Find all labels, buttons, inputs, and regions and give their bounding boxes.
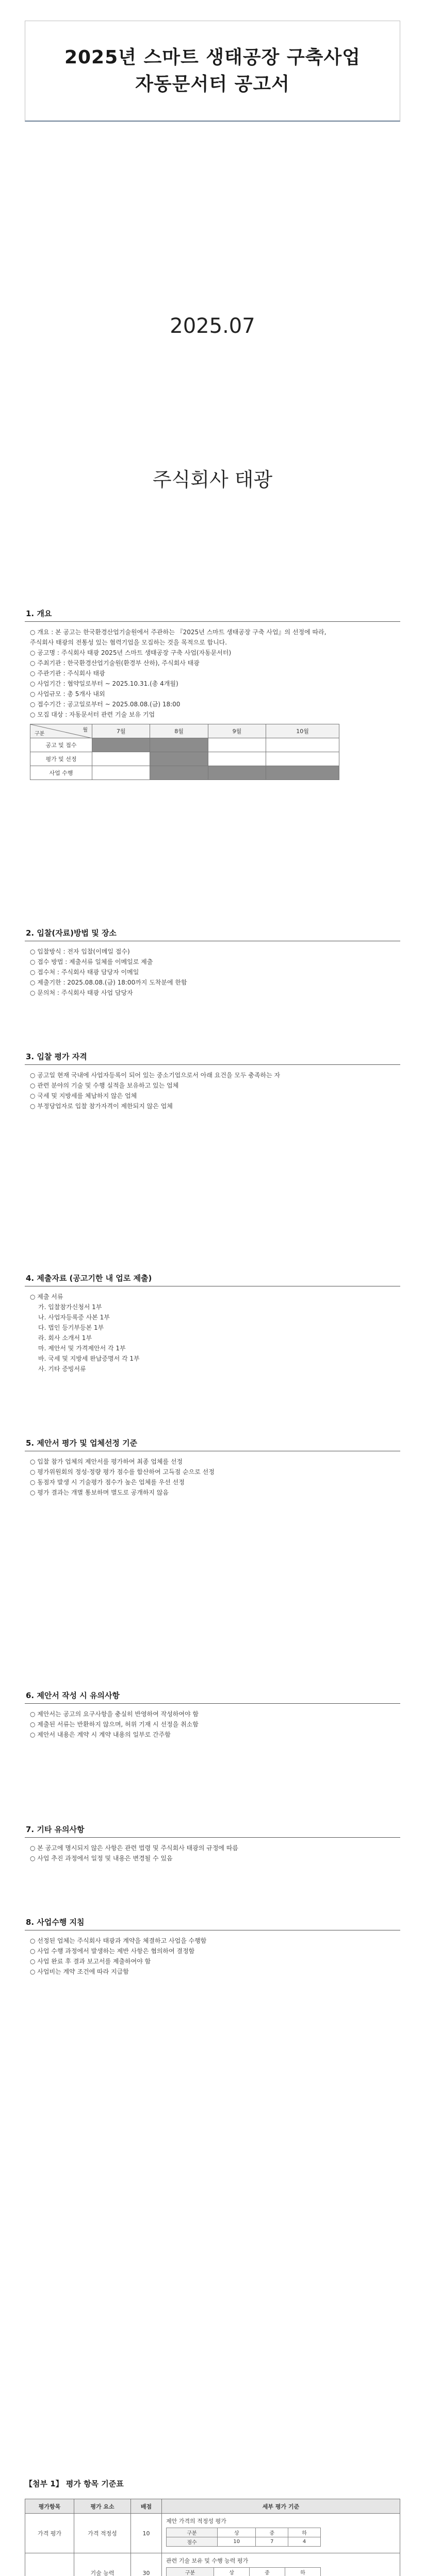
section-line: ○ 사업 추진 과정에서 일정 및 내용은 변경될 수 있음: [30, 1855, 173, 1862]
schedule-cell: [266, 752, 339, 766]
section-line: ○ 사업규모 : 총 5개사 내외: [30, 690, 105, 698]
section-title: 1. 개요: [25, 608, 400, 622]
section-line: ○ 관련 분야의 기술 및 수행 실적을 보유하고 있는 업체: [30, 1082, 179, 1089]
mini-cell: 상: [214, 2568, 250, 2576]
mini-cell: 7: [256, 2537, 288, 2547]
cover-title-line1: 2025년 스마트 생태공장 구축사업: [64, 46, 361, 68]
section-proposal-notes: [25, 1690, 400, 1740]
cover-title-box: [25, 21, 400, 122]
section-line: ○ 평가 결과는 개별 통보하며 별도로 공개하지 않음: [30, 1489, 169, 1496]
section-lines: [25, 1843, 400, 1863]
section-line: ○ 공고일 현재 국내에 사업자등록이 되어 있는 중소기업으로서 아래 요건을 모두 충족하는 자: [30, 1072, 281, 1079]
section-line: 가. 입찰참가신청서 1부: [38, 1303, 102, 1311]
section-line: ○ 입찰 참가 업체의 제안서를 평가하여 최종 업체를 선정: [30, 1458, 183, 1465]
criteria-row: [25, 2514, 400, 2553]
section-line: ○ 제안서 내용은 계약 시 계약 내용의 일부로 간주함: [30, 1731, 171, 1738]
section-line: ○ 접수 방법 : 제출서류 일체를 이메일로 제출: [30, 958, 153, 965]
section-line: ○ 주관기관 : 주식회사 태광: [30, 670, 105, 677]
schedule-cell: [92, 738, 150, 752]
section-line: 사. 기타 증빙서류: [38, 1365, 86, 1372]
schedule-month: 9월: [208, 724, 266, 738]
cover-title-line2: 자동문서터 공고서: [135, 73, 290, 95]
section-bidding-method: [25, 927, 400, 998]
mini-cell: 하: [285, 2568, 321, 2576]
criteria-score: 30: [131, 2553, 162, 2576]
schedule-row: [30, 766, 339, 780]
criteria-header: 평가 요소: [74, 2499, 131, 2514]
section-title: 8. 사업수행 지침: [25, 1917, 400, 1930]
mini-cell: 중: [256, 2528, 288, 2537]
schedule-row-label: 평가 및 선정: [30, 752, 92, 766]
criteria-desc-line: 관련 기술 보유 및 수행 능력 평가: [166, 2557, 249, 2564]
section-line: ○ 국세 및 지방세를 체납하지 않은 업체: [30, 1092, 137, 1099]
schedule-cell: [92, 766, 150, 780]
schedule-cell: [92, 752, 150, 766]
section-lines: [25, 1456, 400, 1498]
criteria-desc-line: 제안 가격의 적정성 평가: [166, 2518, 226, 2524]
attachment-title: 【첨부 1】 평가 항목 기준표: [25, 2479, 124, 2488]
criteria-category: 가격 평가: [25, 2514, 74, 2553]
section-line: ○ 동점자 발생 시 기술평가 점수가 높은 업체를 우선 선정: [30, 1479, 185, 1486]
mini-cell: 상: [218, 2528, 256, 2537]
section-line: ○ 제출기한 : 2025.08.08.(금) 18:00까지 도착분에 한함: [30, 979, 187, 986]
section-line: ○ 입찰방식 : 전자 입찰(이메일 접수): [30, 948, 130, 955]
section-title: 6. 제안서 작성 시 유의사항: [25, 1690, 400, 1704]
section-line: ○ 사업 완료 후 결과 보고서를 제출하여야 함: [30, 1958, 151, 1965]
schedule-month: 10월: [266, 724, 339, 738]
section-line: ○ 접수기간 : 공고일로부터 ~ 2025.08.08.(금) 18:00: [30, 701, 181, 708]
criteria-score: 10: [131, 2514, 162, 2553]
section-line: ○ 부정당업자로 입찰 참가자격이 제한되지 않은 업체: [30, 1103, 173, 1110]
section-line: ○ 개요 : 본 공고는 한국환경산업기술원에서 주관하는 『2025년 스마트 생태공장 구축 사업』의 선정에 따라,: [30, 629, 326, 636]
score-mini-table: [166, 2567, 321, 2576]
section-line: 나. 사업자등록증 사본 1부: [38, 1314, 110, 1321]
schedule-corner-cell: [30, 724, 92, 738]
schedule-cell: [150, 752, 208, 766]
section-line: ○ 주최기관 : 한국환경산업기술원(환경부 산하), 주식회사 태광: [30, 659, 200, 667]
section-title: 3. 입찰 평가 자격: [25, 1051, 400, 1065]
section-other-notes: [25, 1824, 400, 1863]
criteria-header: 평가항목: [25, 2499, 74, 2514]
mini-cell: 점수: [167, 2537, 218, 2547]
schedule-row-label: 사업 수행: [30, 766, 92, 780]
section-line: ○ 사업비는 계약 조건에 따라 지급함: [30, 1968, 129, 1975]
criteria-description: [162, 2514, 400, 2553]
criteria-description: [162, 2553, 400, 2576]
section-eligibility: [25, 1051, 400, 1212]
schedule-month: 7월: [92, 724, 150, 738]
schedule-cell: [208, 752, 266, 766]
section-lines: [25, 1070, 400, 1111]
mini-cell: 구분: [167, 2528, 218, 2537]
cover-date: 2025.07: [170, 314, 255, 338]
criteria-element: 기술 능력: [74, 2553, 131, 2576]
section-line: ○ 선정된 업체는 주식회사 태광과 계약을 체결하고 사업을 수행함: [30, 1937, 207, 1944]
section-line: 다. 법인 등기부등본 1부: [38, 1324, 104, 1331]
section-title: 4. 제출자료 (공고기한 내 업로 제출): [25, 1273, 400, 1286]
schedule-cell: [266, 766, 339, 780]
section-line: 라. 회사 소개서 1부: [38, 1334, 92, 1342]
section-lines: [25, 1709, 400, 1740]
score-mini-table: [166, 2528, 321, 2547]
section-lines: [25, 946, 400, 998]
cover-organization: 주식회사 태광: [152, 468, 273, 491]
schedule-cell: [208, 766, 266, 780]
mini-cell: 4: [288, 2537, 321, 2547]
section-line: ○ 문의처 : 주식회사 태광 사업 담당자: [30, 989, 133, 996]
mini-cell: 하: [288, 2528, 321, 2537]
schedule-cell: [150, 766, 208, 780]
section-line: ○ 사업 수행 과정에서 발생하는 제반 사항은 협의하여 결정함: [30, 1947, 195, 1955]
schedule-corner-top: 월: [83, 727, 88, 733]
section-line: 마. 제안서 및 가격제안서 각 1부: [38, 1345, 126, 1352]
schedule-row-label: 공고 및 접수: [30, 738, 92, 752]
section-title: 2. 입찰(자료)방법 및 장소: [25, 927, 400, 941]
section-lines: [25, 1292, 400, 1374]
section-line: ○ 모집 대상 : 자동문서터 관련 기술 보유 기업: [30, 711, 155, 718]
schedule-row: [30, 752, 339, 766]
section-title: 7. 기타 유의사항: [25, 1824, 400, 1838]
schedule-table: [30, 724, 339, 780]
section-line: 주식회사 태광의 전통성 있는 협력기업을 모집하는 것을 목적으로 합니다.: [30, 639, 227, 646]
criteria-header: 세부 평가 기준: [162, 2499, 400, 2514]
section-submission: [25, 1273, 400, 1374]
section-evaluation: [25, 1437, 400, 1498]
criteria-table: [25, 2499, 400, 2576]
section-line: ○ 제출된 서류는 반환하지 않으며, 허위 기재 시 선정을 취소함: [30, 1721, 199, 1728]
mini-cell: 10: [218, 2537, 256, 2547]
section-line: ○ 제출 서류: [30, 1293, 63, 1300]
section-line: ○ 본 공고에 명시되지 않은 사항은 관련 법령 및 주식회사 태광의 규정에 따름: [30, 1844, 239, 1852]
section-line: ○ 접수처 : 주식회사 태광 담당자 이메일: [30, 969, 139, 976]
section-line: ○ 평가위원회의 정성·정량 평가 점수를 합산하여 고득점 순으로 선정: [30, 1468, 215, 1476]
mini-cell: 중: [250, 2568, 285, 2576]
schedule-month: 8월: [150, 724, 208, 738]
section-lines: [25, 627, 400, 720]
blank-space: [30, 1114, 391, 1212]
schedule-cell: [208, 738, 266, 752]
section-line: ○ 제안서는 공고의 요구사항을 충실히 반영하여 작성하여야 함: [30, 1710, 199, 1718]
section-lines: [25, 1936, 400, 1977]
section-line: ○ 사업기간 : 협약일로부터 ~ 2025.10.31.(총 4개월): [30, 680, 178, 687]
section-title: 5. 제안서 평가 및 업체선정 기준: [25, 1437, 400, 1451]
section-line: 바. 국세 및 지방세 완납증명서 각 1부: [38, 1355, 140, 1362]
criteria-row: [25, 2553, 400, 2576]
schedule-corner-bottom: 구분: [35, 731, 45, 737]
section-overview: [25, 608, 400, 783]
criteria-header: 배점: [131, 2499, 162, 2514]
criteria-category: [25, 2553, 74, 2576]
section-execution-guide: [25, 1917, 400, 1977]
schedule-cell: [150, 738, 208, 752]
section-line: ○ 공고명 : 주식회사 태광 2025년 스마트 생태공장 구축 사업(자동문서터): [30, 649, 232, 656]
schedule-row: [30, 738, 339, 752]
criteria-element: 가격 적정성: [74, 2514, 131, 2553]
mini-cell: 구분: [167, 2568, 214, 2576]
schedule-cell: [266, 738, 339, 752]
